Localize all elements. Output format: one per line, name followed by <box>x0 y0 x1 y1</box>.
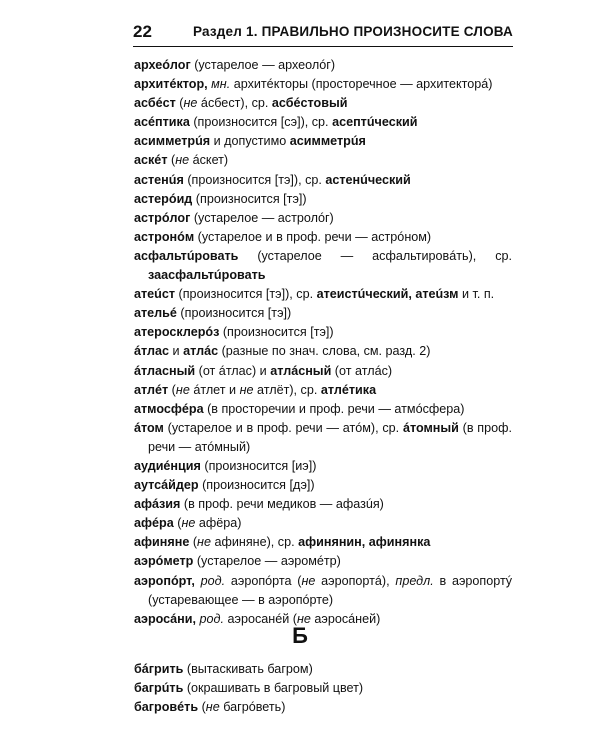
entry-text: (вытаскивать багром) <box>183 662 313 676</box>
entry-headword: аудиéнция <box>134 458 201 473</box>
entry-text: и <box>169 344 184 359</box>
section-letter: Б <box>292 623 308 648</box>
entry-headword: аутсáйдер <box>134 478 199 493</box>
entry-text: (устарелое и в проф. речи — астрóном) <box>194 229 432 244</box>
entry-headword: áтомный <box>402 420 459 435</box>
entry-text: (от áтлас) и <box>195 363 271 378</box>
dictionary-entry <box>134 323 512 342</box>
dictionary-entry <box>134 362 512 381</box>
entry-text: (устарелое — археолóг) <box>190 58 336 72</box>
dictionary-entry <box>134 400 512 419</box>
entry-text: (в просторечии и проф. речи — атмóсфера) <box>203 401 465 416</box>
entry-label: не <box>183 96 198 111</box>
entry-text: (устарелое — астролóг) <box>190 210 334 225</box>
entry-headword: аэропóрт, <box>134 573 195 588</box>
entry-text: афиняне), ср. <box>210 535 299 550</box>
entry-headword: асéптика <box>134 115 190 130</box>
dictionary-entry <box>134 495 512 514</box>
entry-headword: атлáс <box>183 344 219 359</box>
entry-headword: бáгрить <box>134 662 184 676</box>
entry-text: в аэропортý (устаревающее — в аэропóрте) <box>148 573 513 607</box>
dictionary-entry <box>134 419 512 457</box>
entry-text: багрóветь) <box>219 700 286 715</box>
entry-text: и допустимо <box>210 134 290 149</box>
entry-headword: афинянин, афинянка <box>298 535 431 550</box>
dictionary-entry <box>134 660 512 679</box>
entry-text: (произносится [сэ]), ср. <box>189 115 333 130</box>
entry-text: áсбест), ср. <box>197 96 272 111</box>
entry-headword: асептúческий <box>332 115 418 130</box>
entry-headword: аэрóметр <box>134 554 194 569</box>
entry-headword: археóлог <box>134 58 191 72</box>
entry-headword: астенúя <box>134 172 184 187</box>
entry-text: аэропортá), <box>315 573 396 588</box>
dictionary-entry <box>134 533 512 552</box>
section-title: Раздел 1. ПРАВИЛЬНО ПРОИЗНОСИТЕ СЛОВА <box>192 24 513 39</box>
entry-headword: багрúть <box>134 681 184 696</box>
entry-headword: áтласный <box>134 363 196 378</box>
entry-text: áскет) <box>189 153 229 168</box>
entry-text: (окрашивать в багровый цвет) <box>183 681 364 696</box>
entry-text: (разные по знач. слова, см. разд. 2) <box>218 344 431 359</box>
entry-text: (произносится [тэ]) <box>219 325 334 340</box>
entry-headword: атлáсный <box>270 363 332 378</box>
entry-headword: ательé <box>134 306 177 321</box>
entry-text: (от атлáс) <box>331 363 393 378</box>
dictionary-entry <box>134 113 512 132</box>
entry-text: (произносится [дэ]) <box>198 478 315 493</box>
entry-headword: афéра <box>134 516 174 531</box>
entry-label: мн. <box>211 77 231 92</box>
entry-headword: асимметрúя <box>134 134 211 149</box>
page-header <box>133 22 513 42</box>
entry-headword: аэросáни, <box>134 611 197 626</box>
entry-label: род. <box>199 611 225 626</box>
entry-headword: атеúст <box>134 287 176 302</box>
dictionary-entry <box>134 132 512 151</box>
dictionary-entry <box>134 171 512 190</box>
entry-text: (устарелое — аэромéтр) <box>193 554 341 569</box>
entry-text: архитéкторы (просторечное — архитекторá) <box>230 77 493 92</box>
header-rule <box>133 46 513 47</box>
entry-text: (в проф. речи — атóмный) <box>148 420 512 454</box>
entry-text: áтлет и <box>189 382 240 397</box>
entry-text: и т. п. <box>458 287 495 302</box>
entry-label: не <box>175 382 190 397</box>
entry-headword: багровéть <box>134 700 199 715</box>
page-number: 22 <box>133 22 152 41</box>
entry-text: (произносится [тэ]) <box>176 306 292 321</box>
entry-text: ( <box>168 382 176 397</box>
entry-list-a <box>134 56 512 629</box>
entry-label: не <box>181 516 196 531</box>
entry-headword: áтом <box>134 420 164 435</box>
entry-label: не <box>175 153 190 168</box>
entry-text: (устарелое — асфальтировáть), ср. <box>238 248 512 263</box>
entry-label: не <box>197 535 211 550</box>
dictionary-entry <box>134 698 512 717</box>
dictionary-entry <box>134 457 512 476</box>
dictionary-entry <box>134 228 512 247</box>
entry-headword: аскéт <box>134 153 168 168</box>
entry-headword: атеросклерóз <box>134 325 220 340</box>
entry-list-b <box>134 660 512 717</box>
entry-text: афёра) <box>195 516 242 531</box>
entry-headword: атлéт <box>134 382 169 397</box>
dictionary-entry <box>134 552 512 571</box>
dictionary-entry <box>134 94 512 113</box>
entry-headword: асбéст <box>134 96 176 111</box>
dictionary-entry <box>134 151 512 170</box>
entry-text: ( <box>173 516 182 531</box>
entry-headword: астрóлог <box>134 210 191 225</box>
entry-label: не <box>301 573 316 588</box>
entry-text: (произносится [тэ]), ср. <box>175 287 317 302</box>
entry-text: ( <box>175 96 184 111</box>
entry-headword: áтлас <box>134 344 170 359</box>
entry-text: (произносится [тэ]) <box>192 191 307 206</box>
dictionary-entry <box>134 75 512 94</box>
dictionary-entry <box>134 679 512 698</box>
dictionary-entry <box>134 209 512 228</box>
entry-text: ( <box>189 535 198 550</box>
entry-text: (устарелое и в проф. речи — атóм), ср. <box>163 420 403 435</box>
entry-text: ( <box>167 153 176 168</box>
dictionary-entry <box>134 304 512 323</box>
entry-text: аэросáней) <box>310 611 381 626</box>
dictionary-entry <box>134 56 512 75</box>
entry-headword: заасфальтúровать <box>148 268 266 283</box>
entry-headword: атеистúческий, атеúзм <box>316 287 459 302</box>
entry-headword: афинянe <box>134 535 190 550</box>
entry-label: род. <box>200 573 226 588</box>
dictionary-entry <box>134 342 512 361</box>
entry-headword: атмосфéра <box>134 401 204 416</box>
entry-headword: афáзия <box>134 497 181 512</box>
entry-headword: асфальтúровать <box>134 248 239 263</box>
entry-headword: астерóид <box>134 191 193 206</box>
dictionary-entry <box>134 190 512 209</box>
entry-text: (произносится [иэ]) <box>200 458 317 473</box>
dictionary-entry <box>134 285 512 304</box>
entry-headword: астронóм <box>134 229 195 244</box>
entry-label: не <box>239 382 254 397</box>
entry-text: атлёт), ср. <box>253 382 321 397</box>
dictionary-entry <box>134 476 512 495</box>
dictionary-entry <box>134 381 512 400</box>
entry-headword: архитéктор, <box>134 77 208 92</box>
entry-headword: асбéстовый <box>271 96 348 111</box>
entry-text: ( <box>198 700 206 715</box>
entry-text: (произносится [тэ]), ср. <box>183 172 326 187</box>
entry-text: аэропóрта ( <box>225 573 302 588</box>
entry-headword: атлéтика <box>320 382 377 397</box>
dictionary-entry <box>134 572 512 610</box>
entry-label: не <box>296 611 311 626</box>
entry-label: не <box>205 700 220 715</box>
entry-headword: асимметрúя <box>289 134 366 149</box>
entry-label: предл. <box>395 573 434 588</box>
dictionary-entry <box>134 247 512 285</box>
entry-text: аэросанéй ( <box>224 611 297 626</box>
entry-text: (в проф. речи медиков — афазúя) <box>180 497 384 512</box>
dictionary-entry <box>134 514 512 533</box>
entry-headword: астенúческий <box>325 172 411 187</box>
